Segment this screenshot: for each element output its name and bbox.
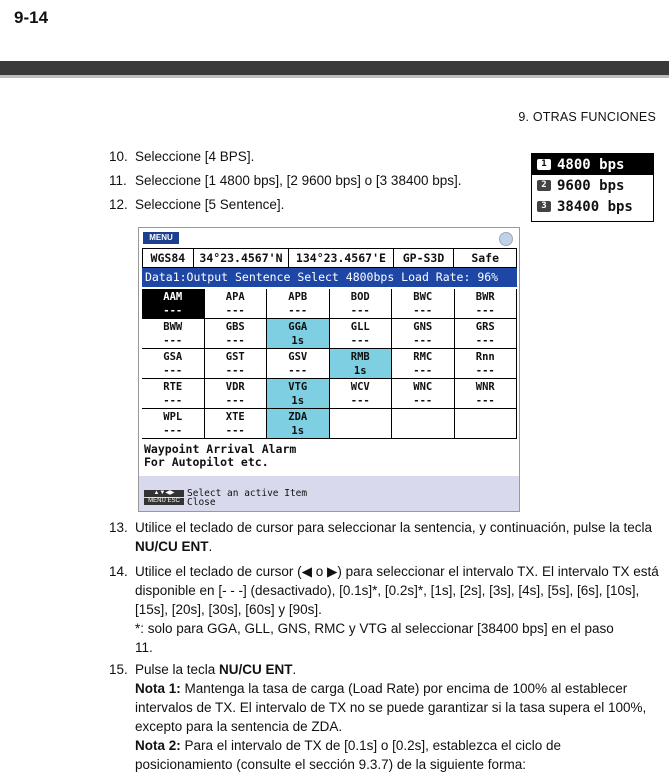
sentence-interval: 1s	[291, 335, 305, 347]
sentence-interval: ---	[413, 365, 433, 377]
sentence-interval: ---	[413, 395, 433, 407]
sentence-interval: ---	[288, 305, 308, 317]
nota-text: Mantenga la tasa de carga (Load Rate) por encima de 100% al establecer intervalos de TX. El intervalo de TX no se puede garantizar si la tasa supera el 100%, excepto para la sentencia de ZDA.	[135, 681, 647, 734]
sentence-cell[interactable]	[392, 319, 455, 349]
sentence-name: RMC	[413, 351, 433, 363]
step-number: 15.	[109, 662, 128, 677]
device-screen	[138, 227, 520, 512]
sentence-name: VTG	[288, 381, 308, 393]
speed-option-9600[interactable]	[532, 175, 653, 196]
sentence-cell	[330, 409, 393, 439]
sentence-cell[interactable]	[205, 319, 268, 349]
sentence-interval: ---	[413, 335, 433, 347]
speed-label: 38400 bps	[557, 198, 633, 215]
sentence-interval: ---	[475, 305, 495, 317]
sentence-interval: ---	[350, 395, 370, 407]
page-number: 9-14	[14, 8, 49, 27]
nota-1	[109, 679, 659, 736]
step-end: .	[208, 539, 213, 554]
sentence-interval: ---	[225, 395, 245, 407]
nota-label: Nota 1:	[135, 681, 181, 696]
sentence-name: BOD	[350, 291, 370, 303]
sentence-cell[interactable]	[392, 289, 455, 319]
latitude: 34°23.4567'N	[194, 249, 289, 267]
sentence-name: VDR	[225, 381, 245, 393]
speed-option-38400[interactable]	[532, 196, 653, 217]
step-10	[109, 147, 254, 166]
sentence-cell[interactable]	[455, 289, 518, 319]
header-bar-shadow	[0, 75, 669, 78]
step-text: Seleccione [4 BPS].	[135, 149, 255, 164]
step-text: Utilice el teclado de cursor (◀ o ▶) para seleccionar el intervalo TX. El intervalo TX está disponible en [- - -] (desactivado), [0.1s]*, [0.2s]*, [1s], [2s], [3s], [4s], [5s], [6s], [10s], [15s], [20s], [30s], [60s] y [90s].	[135, 564, 659, 617]
sentence-name: APB	[288, 291, 308, 303]
step-text: Utilice el teclado de cursor para seleccionar la sentencia, y continuación, pulse la tecla	[135, 520, 653, 535]
sentence-name: WNR	[475, 381, 495, 393]
sentence-name: APA	[225, 291, 245, 303]
sentence-name: WNC	[413, 381, 433, 393]
header-bar	[0, 61, 669, 75]
sentence-cell[interactable]	[267, 379, 330, 409]
step-15	[109, 660, 659, 774]
speed-label: 9600 bps	[557, 177, 625, 194]
sentence-name: GGA	[288, 321, 308, 333]
sentence-interval: ---	[163, 395, 183, 407]
step-12	[109, 195, 284, 214]
longitude: 134°23.4567'E	[289, 249, 393, 267]
sentence-name: XTE	[225, 411, 245, 423]
sentence-interval: 1s	[353, 365, 367, 377]
sentence-cell[interactable]	[267, 409, 330, 439]
sentence-name: RMB	[350, 351, 370, 363]
sentence-interval: ---	[163, 305, 183, 317]
nota-2	[109, 736, 659, 774]
sentence-grid	[142, 289, 517, 439]
sentence-cell[interactable]	[330, 379, 393, 409]
sentence-cell[interactable]	[267, 349, 330, 379]
sentence-interval: ---	[475, 395, 495, 407]
sentence-cell[interactable]	[267, 289, 330, 319]
menu-esc-key-icon: MENU ESC	[144, 498, 184, 505]
sentence-description: Waypoint Arrival Alarm For Autopilot etc.	[144, 442, 297, 469]
speed-option-4800[interactable]	[532, 154, 653, 175]
sentence-cell[interactable]	[330, 289, 393, 319]
menu-button[interactable]: MENU	[143, 232, 179, 244]
sentence-cell[interactable]	[142, 379, 205, 409]
step-number: 11.	[109, 173, 127, 188]
footer-help-text: Select an active Item Close	[187, 488, 308, 508]
baud-rate-menu	[531, 153, 654, 222]
key-name: NU/CU ENT	[219, 662, 293, 677]
sentence-name: GSA	[163, 351, 183, 363]
section-title: 9. OTRAS FUNCIONES	[518, 110, 656, 124]
sentence-interval: ---	[225, 305, 245, 317]
fix-mode: GP-S3D	[394, 249, 455, 267]
nota-label: Nota 2:	[135, 738, 181, 753]
step-note: *: solo para GGA, GLL, GNS, RMC y VTG al seleccionar [38400 bps] en el paso 11.	[135, 621, 614, 655]
sentence-interval: ---	[413, 305, 433, 317]
safety-status: Safe	[471, 251, 500, 265]
speed-label: 4800 bps	[557, 156, 625, 173]
sentence-interval: ---	[163, 335, 183, 347]
sentence-name: BWR	[475, 291, 495, 303]
sentence-cell[interactable]	[142, 319, 205, 349]
sentence-cell[interactable]	[392, 379, 455, 409]
key-1-icon: 1	[537, 159, 551, 170]
sentence-cell[interactable]	[455, 379, 518, 409]
step-number: 14.	[109, 564, 128, 579]
sentence-cell[interactable]	[455, 349, 518, 379]
sentence-cell[interactable]	[205, 379, 268, 409]
key-guide	[144, 490, 184, 506]
screen-title: Data1:Output Sentence Select 4800bps Load Rate: 96%	[142, 268, 517, 287]
step-end: .	[292, 662, 297, 677]
sentence-name: GBS	[225, 321, 245, 333]
step-text: Seleccione [1 4800 bps], [2 9600 bps] o [3 38400 bps].	[135, 173, 462, 188]
sentence-name: GLL	[350, 321, 370, 333]
nota-text: Para el intervalo de TX de [0.1s] o [0.2s], establezca el ciclo de posicionamiento (consulte el sección 9.3.7) de la siguiente forma:	[135, 738, 561, 772]
sentence-name: GSV	[288, 351, 308, 363]
sentence-interval: ---	[225, 365, 245, 377]
sentence-cell[interactable]	[392, 349, 455, 379]
sentence-cell[interactable]	[142, 409, 205, 439]
sentence-cell	[392, 409, 455, 439]
sentence-cell[interactable]	[267, 319, 330, 349]
step-text: Seleccione [5 Sentence].	[135, 197, 285, 212]
sentence-cell[interactable]	[142, 289, 205, 319]
sentence-cell[interactable]	[205, 409, 268, 439]
key-2-icon: 2	[537, 180, 551, 191]
sentence-name: BWC	[413, 291, 433, 303]
sentence-interval: 1s	[291, 425, 305, 437]
sentence-name: RTE	[163, 381, 183, 393]
sentence-cell[interactable]	[142, 349, 205, 379]
datum: WGS84	[143, 249, 194, 267]
sentence-interval: ---	[288, 365, 308, 377]
sentence-name: GST	[225, 351, 245, 363]
step-13	[109, 518, 659, 556]
step-text: Pulse la tecla	[135, 662, 220, 677]
sentence-interval: ---	[225, 425, 245, 437]
sentence-interval: ---	[350, 335, 370, 347]
sentence-cell[interactable]	[205, 349, 268, 379]
sentence-name: GRS	[475, 321, 495, 333]
status-row	[142, 248, 517, 268]
step-14	[109, 562, 659, 657]
sentence-name: WCV	[350, 381, 370, 393]
cursor-keys-icon: ▲▼◀▶	[144, 490, 184, 497]
sentence-name: WPL	[163, 411, 183, 423]
sentence-cell[interactable]	[455, 319, 518, 349]
sentence-name: ZDA	[288, 411, 308, 423]
sentence-interval: ---	[163, 425, 183, 437]
sentence-interval: ---	[475, 365, 495, 377]
step-number: 10.	[109, 149, 128, 164]
status-circle-icon	[499, 232, 513, 246]
sentence-interval: 1s	[291, 395, 305, 407]
sentence-interval: ---	[350, 305, 370, 317]
step-number: 12.	[109, 197, 128, 212]
sentence-interval: ---	[475, 335, 495, 347]
key-3-icon: 3	[537, 201, 551, 212]
sentence-cell[interactable]	[330, 319, 393, 349]
sentence-cell[interactable]	[330, 349, 393, 379]
sentence-name: AAM	[163, 291, 183, 303]
sentence-name: Rnn	[475, 351, 495, 363]
step-11	[109, 171, 462, 190]
key-name: NU/CU ENT	[135, 539, 209, 554]
sentence-interval: ---	[163, 365, 183, 377]
sentence-name: GNS	[413, 321, 433, 333]
step-number: 13.	[109, 520, 128, 535]
sentence-name: BWW	[163, 321, 183, 333]
sentence-cell[interactable]	[205, 289, 268, 319]
sentence-interval: ---	[225, 335, 245, 347]
sentence-cell	[455, 409, 518, 439]
screen-footer	[139, 476, 519, 511]
